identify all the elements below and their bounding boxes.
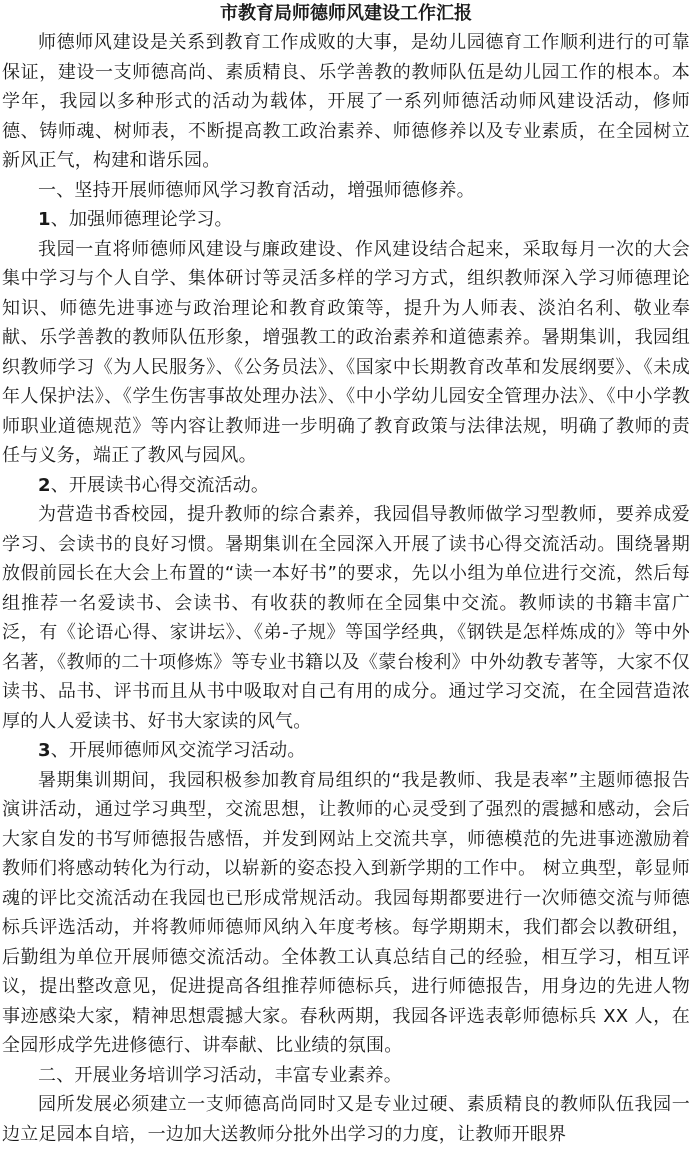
subheading-3	[2, 736, 690, 766]
body-paragraph-ethics-exchange: 暑期集训期间，我园积极参加教育局组织的“我是教师、我是表率”主题师德报告演讲活动，通过学习典型，交流思想，让教师的心灵受到了强烈的震撼和感动，会后大家自发的书写师德报告感悟，并发到网站上交流共享，师德模范的先进事迹激励着教师们将感动转化为行动，以崭新的姿态投入到新学期的工作中。 树立典型，彰显师魂的评比交流活动在我园也已形成常规活动。我园每期都要进行一次师德交流与师德标兵评选活动，并将教师师德师风纳入年度考核。每学期期末，我们都会以教研组，后勤组为单位开展师德交流活动。全体教工认真总结自己的经验，相互学习，相互评议，提出整改意见，促进提高各组推荐师德标兵，进行师德报告，用身边的先进人物事迹感染大家，精神思想震撼大家。春秋两期，我园各评选表彰师德标兵 XX 人，在全园形成学先进修德行、讲奉献、比业绩的氛围。	[2, 769, 690, 1056]
subheading-number: 1	[38, 209, 51, 230]
subheading-number: 2	[38, 474, 51, 496]
section-heading-2: 二、开展业务培训学习活动，丰富专业素养。	[38, 1064, 402, 1086]
subheading-text: 、开展师德师风交流学习活动。	[50, 740, 306, 761]
section-heading-1: 一、坚持开展师德师风学习教育活动，增强师德修养。	[38, 179, 475, 201]
subheading-2	[2, 471, 690, 501]
document-title: 市教育局师德师风建设工作汇报	[220, 3, 472, 24]
subheading-text: 、加强师德理论学习。	[50, 209, 233, 230]
body-paragraph-reading-exchange: 为营造书香校园，提升教师的综合素养，我园倡导教师做学习型教师，要养成爱学习、会读书的良好习惯。暑期集训在全园深入开展了读书心得交流活动。围绕暑期放假前园长在大会上布置的“读一本好书”的要求，先以小组为单位进行交流，然后每组推荐一名爱读书、会读书、有收获的教师在全园集中交流。教师读的书籍丰富广泛，有《论语心得、家讲坛》、《弟-子规》等国学经典，《钢铁是怎样炼成的》等中外名著，《教师的二十项修炼》等专业书籍以及《蒙台梭利》中外幼教专著等，大家不仅读书、品书、评书而且从书中吸取对自己有用的成分。通过学习交流，在全园营造浓厚的人人爱读书、好书大家读的风气。	[2, 504, 690, 732]
intro-paragraph: 师德师风建设是关系到教育工作成败的大事，是幼儿园德育工作顺利进行的可靠保证，建设一支师德高尚、素质精良、乐学善教的教师队伍是幼儿园工作的根本。本学年，我园以多种形式的活动为载体，开展了一系列师德活动师风建设活动，修师德、铸师魂、树师表，不断提高教工政治素养、师德修养以及专业素质，在全园树立新风正气，构建和谐乐园。	[2, 32, 690, 171]
body-paragraph-training: 园所发展必须建立一支师德高尚同时又是专业过硬、素质精良的教师队伍我园一边立足园本自培，一边加大送教师分批外出学习的力度，让教师开眼界	[2, 1094, 690, 1145]
subheading-text: 、开展读书心得交流活动。	[50, 474, 270, 496]
subheading-number: 3	[38, 740, 51, 761]
body-paragraph-theory-study: 我园一直将师德师风建设与廉政建设、作风建设结合起来，采取每月一次的大会集中学习与个人自学、集体研讨等灵活多样的学习方式，组织教师深入学习师德理论知识、师德先进事迹与政治理论和教育政策等，提升为人师表、淡泊名利、敬业奉献、乐学善教的教师队伍形象，增强教工的政治素养和道德素养。暑期集训，我园组织教师学习《为人民服务》、《公务员法》、《国家中长期教育改革和发展纲要》、《未成年人保护法》、《学生伤害事故处理办法》、《中小学幼儿园安全管理办法》、《中小学教师职业道德规范》等内容让教师进一步明确了教育政策与法律法规，明确了教师的责任与义务，端正了教风与园风。	[2, 238, 690, 466]
subheading-1	[2, 205, 690, 235]
